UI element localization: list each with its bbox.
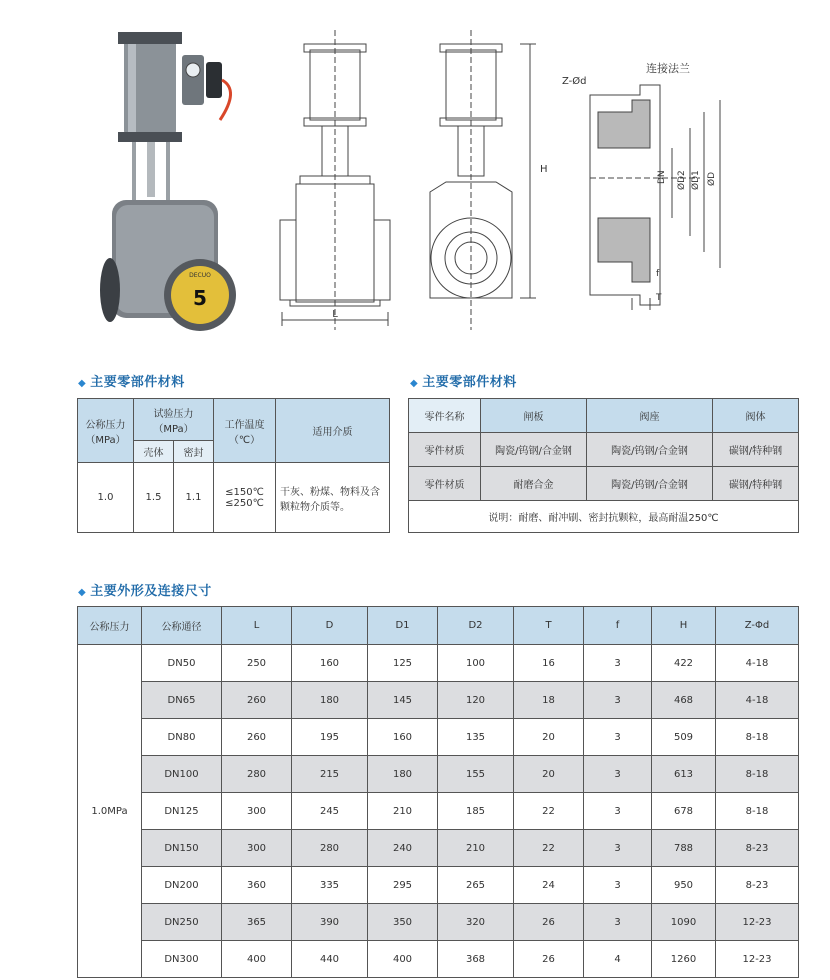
dimensions-cell: 16 [514,645,584,682]
table-row [409,467,799,501]
dimensions-cell: 1260 [652,941,716,978]
flange-section-drawing [590,85,720,310]
header-seal: 密封 [174,441,214,463]
materials-left-title: ◆ 主要零部件材料 [78,375,185,390]
dimensions-header-cell: D1 [368,607,438,645]
dimensions-cell: 12-23 [716,941,799,978]
dimensions-cell: 125 [368,645,438,682]
dimensions-header-cell: Z-Φd [716,607,799,645]
diamond-bullet-icon: ◆ [78,378,87,389]
table-row [78,941,799,978]
dimensions-cell: 320 [438,904,514,941]
dimensions-cell: 3 [584,793,652,830]
dimensions-cell: 245 [292,793,368,830]
dimensions-cell: 335 [292,867,368,904]
dimensions-cell: 360 [222,867,292,904]
dimensions-cell: DN250 [142,904,222,941]
table-row [78,682,799,719]
dimensions-cell: 20 [514,719,584,756]
dimensions-cell: 260 [222,719,292,756]
diamond-bullet-icon: ◆ [410,378,419,389]
dimensions-cell: 12-23 [716,904,799,941]
dimensions-cell: 24 [514,867,584,904]
dimensions-cell: 4 [584,941,652,978]
dimensions-header-cell: D [292,607,368,645]
materials-right-cell: 碳钢/特种钢 [713,433,799,467]
dimensions-cell: DN100 [142,756,222,793]
header-medium: 适用介质 [276,399,390,463]
dimensions-cell: 265 [438,867,514,904]
dimensions-cell: 160 [292,645,368,682]
table-row [78,463,390,533]
dimensions-cell: 400 [368,941,438,978]
dimensions-cell: 250 [222,645,292,682]
dimensions-header-cell: D2 [438,607,514,645]
dimensions-cell: 3 [584,756,652,793]
valve-drawings [0,0,830,345]
dimensions-cell: 215 [292,756,368,793]
cell-shell: 1.5 [134,463,174,533]
dimensions-cell: 1090 [652,904,716,941]
dimensions-cell: 8-18 [716,719,799,756]
dimensions-cell: 8-18 [716,756,799,793]
dimensions-cell: 440 [292,941,368,978]
dimensions-cell: 422 [652,645,716,682]
dimensions-cell: 210 [438,830,514,867]
dimensions-cell: 509 [652,719,716,756]
dimensions-cell: 300 [222,793,292,830]
header-shell: 壳体 [134,441,174,463]
header-work-temp: 工作温度（℃） [214,399,276,463]
materials-right-cell: 耐磨合金 [481,467,587,501]
dimensions-cell: 3 [584,682,652,719]
dimensions-cell: 3 [584,867,652,904]
flange-D1-label: ØD1 [691,170,701,190]
table-row [78,867,799,904]
diamond-bullet-icon: ◆ [78,587,87,598]
materials-note: 说明：耐磨、耐冲刷、密封抗颗粒，最高耐温250℃ [409,501,799,533]
side-view-drawing [280,30,390,330]
dimensions-cell: 260 [222,682,292,719]
dimensions-cell: 100 [438,645,514,682]
dimensions-cell: 160 [368,719,438,756]
header-nominal-pressure: 公称压力（MPa） [78,399,134,463]
dimensions-cell: 120 [438,682,514,719]
flange-title: 连接法兰 [646,62,690,75]
front-view-drawing [430,30,536,330]
table-row [409,433,799,467]
materials-left-table [77,398,390,533]
dimensions-header-cell: f [584,607,652,645]
dimensions-cell: 22 [514,793,584,830]
dimensions-cell: 300 [222,830,292,867]
materials-right-cell: 陶瓷/钨钢/合金钢 [481,433,587,467]
dimensions-cell: 8-23 [716,830,799,867]
cell-work-temp [214,463,276,533]
dimensions-cell: 678 [652,793,716,830]
valve-photo [100,32,236,331]
dimensions-cell: 18 [514,682,584,719]
materials-right-header-cell: 零件名称 [409,399,481,433]
dimensions-cell: 155 [438,756,514,793]
dimensions-cell: 280 [292,830,368,867]
table-row [78,830,799,867]
dimensions-cell: 26 [514,941,584,978]
dimensions-cell: 350 [368,904,438,941]
dimensions-title: ◆ 主要外形及连接尺寸 [78,584,212,599]
dimensions-cell: 20 [514,756,584,793]
dimensions-cell: 3 [584,830,652,867]
dimensions-table [77,606,799,978]
dimensions-cell: 3 [584,719,652,756]
dimensions-cell: 295 [368,867,438,904]
flange-bolt-label: Z-Ød [562,76,587,87]
dimensions-cell: 3 [584,904,652,941]
dimensions-cell: 240 [368,830,438,867]
dimensions-header-cell: 公称压力 [78,607,142,645]
dimensions-cell: 8-18 [716,793,799,830]
table-row [78,756,799,793]
dimensions-cell: 468 [652,682,716,719]
dimensions-cell: 210 [368,793,438,830]
dimensions-cell: DN50 [142,645,222,682]
table-row [78,904,799,941]
materials-right-cell: 陶瓷/钨钢/合金钢 [587,433,713,467]
dimensions-cell: DN200 [142,867,222,904]
dimensions-cell: 4-18 [716,645,799,682]
flange-T-label: T [656,293,662,303]
dimensions-cell: 180 [292,682,368,719]
flange-D-label: ØD [707,171,717,186]
badge-number: 5 [193,286,207,310]
header-test-pressure: 试验压力（MPa） [134,399,214,441]
materials-right-header-cell: 闸板 [481,399,587,433]
dimensions-cell: 788 [652,830,716,867]
dimensions-cell: DN125 [142,793,222,830]
table-row [78,719,799,756]
dimensions-cell: 195 [292,719,368,756]
materials-right-cell: 碳钢/特种钢 [713,467,799,501]
dimensions-cell: 4-18 [716,682,799,719]
materials-right-cell: 陶瓷/钨钢/合金钢 [587,467,713,501]
dimensions-cell: 145 [368,682,438,719]
dimensions-header-cell: 公称通径 [142,607,222,645]
dimensions-cell: 613 [652,756,716,793]
dim-H-label: H [540,164,548,175]
dimensions-header-cell: T [514,607,584,645]
materials-right-header-cell: 阀体 [713,399,799,433]
flange-f-label: f [656,269,660,279]
table-row [78,793,799,830]
dimensions-cell: 26 [514,904,584,941]
dimensions-cell: 365 [222,904,292,941]
cell-nominal-pressure: 1.0 [78,463,134,533]
dimensions-cell: 400 [222,941,292,978]
materials-right-title: ◆ 主要零部件材料 [410,375,517,390]
dimensions-cell: 22 [514,830,584,867]
cell-nominal-pressure: 1.0MPa [78,645,142,978]
dimensions-header-cell: H [652,607,716,645]
dimensions-cell: 3 [584,645,652,682]
dimensions-cell: 135 [438,719,514,756]
materials-right-header-cell: 阀座 [587,399,713,433]
badge-brand-text: DECUO [189,272,211,279]
temp-line-2: ≤250℃ [225,497,264,509]
materials-right-cell: 零件材质 [409,433,481,467]
cell-medium: 干灰、粉煤、物料及含颗粒物介质等。 [276,463,390,533]
dimensions-cell: 180 [368,756,438,793]
materials-right-cell: 零件材质 [409,467,481,501]
flange-D2-label: ØD2 [677,170,687,190]
temp-line-1: ≤150℃ [225,486,264,498]
flange-DN-label: DN [657,170,667,184]
dimensions-cell: 280 [222,756,292,793]
dimensions-cell: DN80 [142,719,222,756]
table-row [78,645,799,682]
dimensions-cell: DN150 [142,830,222,867]
dimensions-cell: DN300 [142,941,222,978]
cell-seal: 1.1 [174,463,214,533]
dimensions-cell: 390 [292,904,368,941]
dimensions-header-cell: L [222,607,292,645]
materials-right-table [408,398,799,533]
dimensions-cell: 185 [438,793,514,830]
dimensions-cell: 368 [438,941,514,978]
dimensions-cell: DN65 [142,682,222,719]
dimensions-cell: 950 [652,867,716,904]
dimensions-cell: 8-23 [716,867,799,904]
dim-L-label: L [332,309,338,320]
